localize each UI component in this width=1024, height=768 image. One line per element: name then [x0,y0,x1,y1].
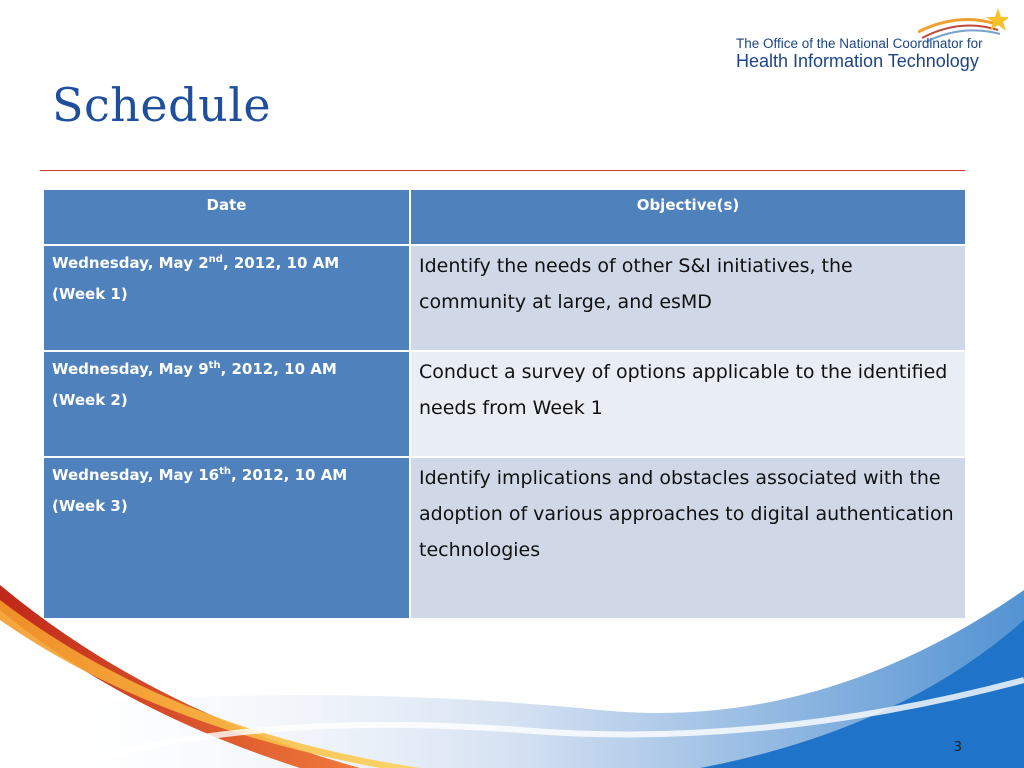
header-objective: Objective(s) [410,189,966,245]
week-label: (Week 1) [52,285,128,303]
logo-line-1: The Office of the National Coordinator for [736,36,983,51]
table-row [43,351,966,457]
slide-title: Schedule [52,78,272,132]
week-label: (Week 3) [52,497,128,515]
week-label: (Week 2) [52,391,128,409]
date-ordinal: th [219,466,232,477]
date-text: Wednesday, May 16 [52,466,220,484]
decorative-swoosh [0,560,1024,768]
date-ordinal: th [208,360,221,371]
table-header-row [43,189,966,245]
page-number: 3 [953,740,962,755]
onc-logo [736,6,1016,76]
date-text: Wednesday, May 9 [52,360,209,378]
objective-cell: Conduct a survey of options applicable to the identified needs from Week 1 [410,351,966,457]
date-cell [43,245,410,351]
header-date: Date [43,189,410,245]
schedule-table [42,188,967,620]
date-rest: , 2012, 10 AM [222,254,340,272]
date-text: Wednesday, May 2 [52,254,209,272]
objective-cell: Identify implications and obstacles associated with the adoption of various approaches to digital authentication technologies [410,457,966,619]
date-ordinal: nd [208,254,223,265]
objective-cell: Identify the needs of other S&I initiatives, the community at large, and esMD [410,245,966,351]
logo-line-2: Health Information Technology [736,51,979,71]
date-rest: , 2012, 10 AM [220,360,337,378]
table-row [43,245,966,351]
date-rest: , 2012, 10 AM [231,466,348,484]
title-divider [40,170,965,171]
date-cell [43,351,410,457]
